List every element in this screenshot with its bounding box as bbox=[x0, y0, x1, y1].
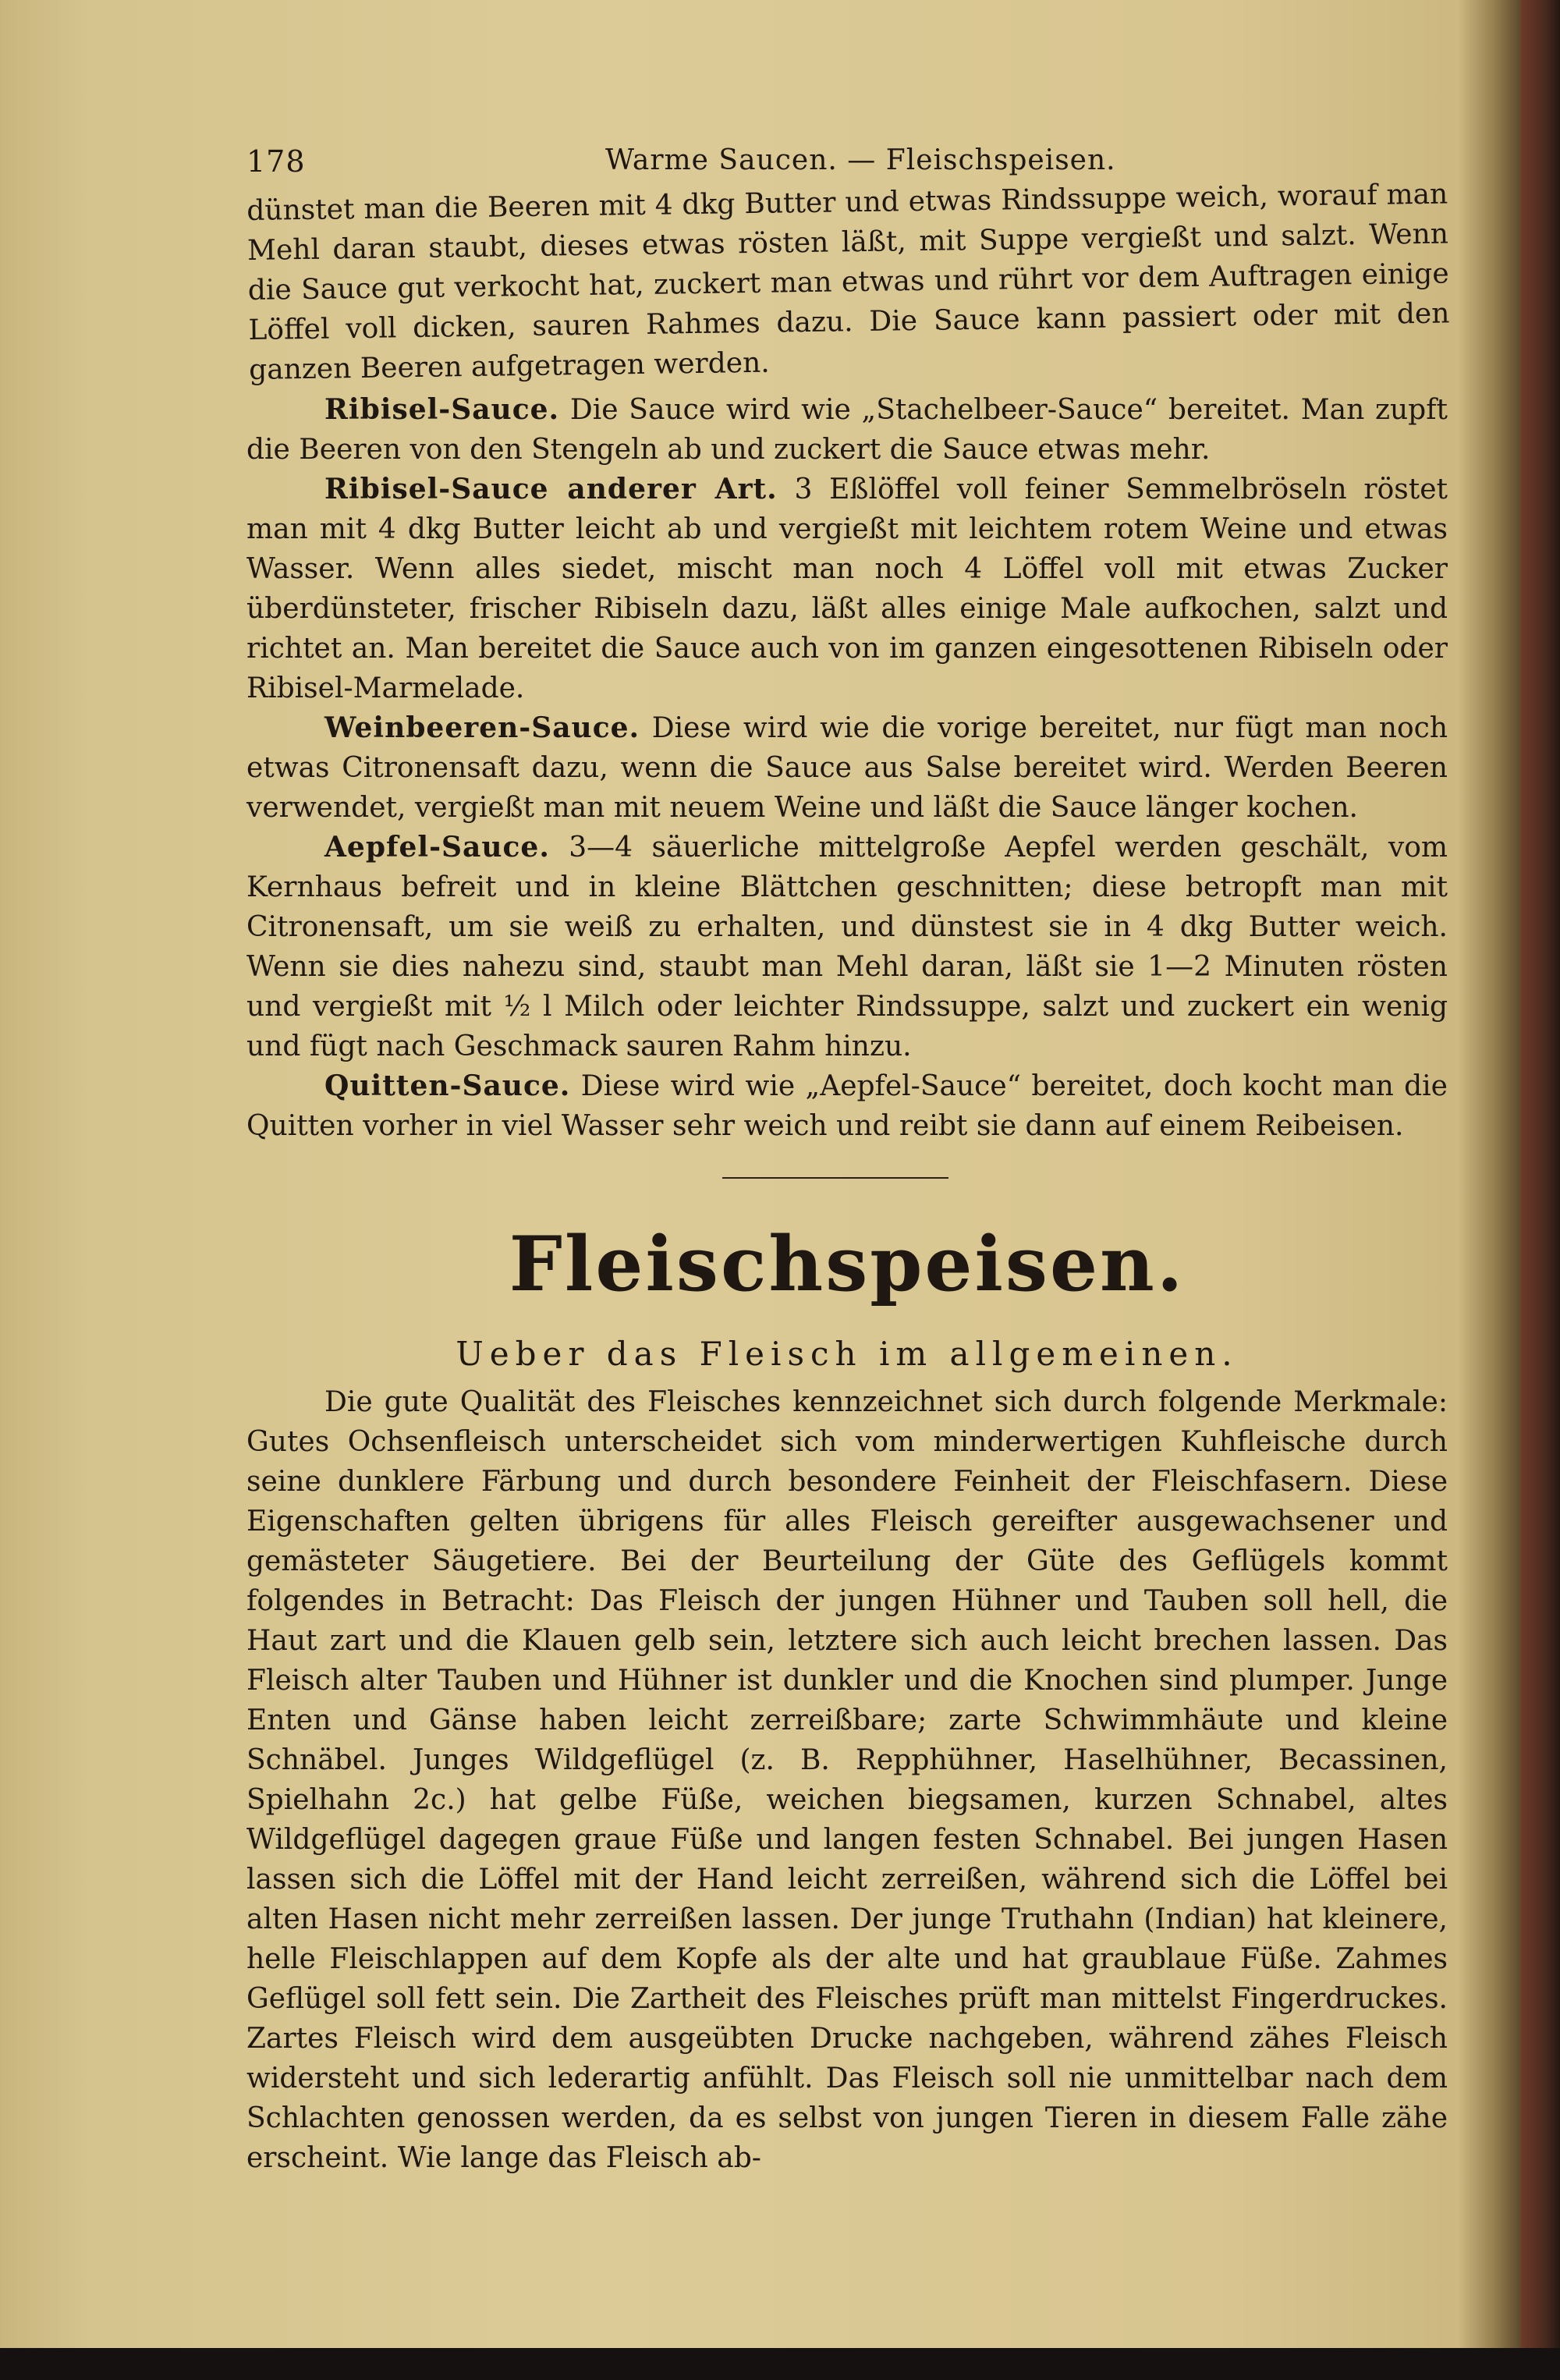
recipe-title: Ribisel-Sauce anderer Art. bbox=[324, 473, 778, 505]
paragraph-text: dünstet man die Beeren mit 4 dkg Butter und etwas Rindssuppe weich, worauf man Mehl daran staubt, dieses etwas rösten läßt, mit Suppe vergießt und salzt. Wenn die Sauce gut verkocht hat, zuckert man etwas und rührt vor dem Auftragen einige Löffel voll dicken, sauren Rahmes dazu. Die Sauce kann passiert oder mit den ganzen Beeren aufgetragen werden. bbox=[246, 178, 1450, 386]
recipe-ribisel-sauce-other bbox=[246, 470, 1448, 708]
recipe-aepfel-sauce bbox=[246, 828, 1448, 1066]
recipe-quitten-sauce bbox=[246, 1066, 1448, 1146]
recipe-text: Diese wird wie die vorige bereitet, nur fügt man noch etwas Citronensaft dazu, wenn die Sauce aus Salse bereitet wird. Werden Beeren verwendet, vergießt man mit neuem Weine und läßt die Sauce länger kochen. bbox=[246, 712, 1448, 824]
scan-background-bottom bbox=[0, 2348, 1560, 2380]
recipe-text: Die Sauce wird wie „Stachelbeer-Sauce“ bereitet. Man zupft die Beeren von den Stengeln ab und zuckert die Sauce etwas mehr. bbox=[246, 394, 1448, 466]
paragraph-text: Die gute Qualität des Fleisches kennzeichnet sich durch folgende Merkmale: Gutes Ochsenfleisch unterscheidet sich vom minderwertigen Kuhfleische durch seine dunklere Färbung und durch besondere Feinheit der Fleischfasern. Diese Eigenschaften gelten übrigens für alles Fleisch gereifter ausgewachsener und gemästeter Säugetiere. Bei der Beurteilung der Güte des Geflügels kommt folgendes in Betracht: Das Fleisch der jungen Hühner und Tauben soll hell, die Haut zart und die Klauen gelb sein, letztere sich auch leicht brechen lassen. Das Fleisch alter Tauben und Hühner ist dunkler und die Knochen sind plumper. Junge Enten und Gänse haben leicht zerreißbare; zarte Schwimmhäute und kleine Schnäbel. Junges Wildgeflügel (z. B. Repphühner, Haselhühner, Becassinen, Spielhahn 2c.) hat gelbe Füße, weichen biegsamen, kurzen Schnabel, altes Wildgeflügel dagegen graue Füße und langen festen Schnabel. Bei jungen Hasen lassen sich die Löffel mit der Hand leicht zerreißen, während sich die Löffel bei alten Hasen nicht mehr zerreißen lassen. Der junge Truthahn (Indian) hat kleinere, helle Fleischlappen auf dem Kopfe als der alte und hat graublaue Füße. Zahmes Geflügel soll fett sein. Die Zartheit des Fleisches prüft man mittelst Fingerdruckes. Zartes Fleisch wird dem ausgeübten Drucke nachgeben, während zähes Fleisch widersteht und sich lederartig anfühlt. Das Fleisch soll nie unmittelbar nach dem Schlachten genossen werden, da es selbst von jungen Tieren in diesem Falle zähe erscheint. Wie lange das Fleisch ab- bbox=[246, 1386, 1448, 2174]
recipe-text: Diese wird wie „Aepfel-Sauce“ bereitet, doch kocht man die Quitten vorher in viel Wasser sehr weich und reibt sie dann auf einem Reibeisen. bbox=[246, 1070, 1448, 1142]
sauce-continuation-paragraph bbox=[246, 174, 1450, 389]
page-number: 178 bbox=[246, 144, 306, 179]
page-gutter-shadow bbox=[1459, 0, 1521, 2348]
recipe-title: Quitten-Sauce. bbox=[324, 1069, 571, 1102]
recipe-text: 3—4 säuerliche mittelgroße Aepfel werden geschält, vom Kernhaus befreit und in kleine Blättchen geschnitten; diese betropft man mit Citronensaft, um sie weiß zu erhalten, und dünstest sie in 4 dkg Butter weich. Wenn sie dies nahezu sind, staubt man Mehl daran, läßt sie 1—2 Minuten rösten und vergießt mit ½ l Milch oder leichter Rindssuppe, salzt und zuckert ein wenig und fügt nach Geschmack sauren Rahm hinzu. bbox=[246, 832, 1448, 1062]
section-subtitle: Ueber das Fleisch im allgemeinen. bbox=[456, 1335, 1239, 1373]
recipe-title: Aepfel-Sauce. bbox=[324, 831, 550, 864]
book-edge bbox=[1521, 0, 1560, 2380]
page-content bbox=[246, 144, 1448, 2178]
section-title: Fleischspeisen. bbox=[509, 1220, 1186, 1308]
recipe-title: Weinbeeren-Sauce. bbox=[324, 711, 640, 744]
recipe-ribisel-sauce bbox=[246, 390, 1448, 470]
section-divider bbox=[722, 1177, 948, 1179]
recipe-weinbeeren-sauce bbox=[246, 708, 1448, 828]
section-body-paragraph bbox=[246, 1382, 1448, 2178]
recipe-title: Ribisel-Sauce. bbox=[324, 393, 560, 426]
recipe-text: 3 Eßlöffel voll feiner Semmelbröseln röstet man mit 4 dkg Butter leicht ab und vergießt mit leichtem rotem Weine und etwas Wasser. Wenn alles siedet, mischt man noch 4 Löffel voll mit etwas Zucker überdünsteter, frischer Ribiseln dazu, läßt alles einige Male aufkochen, salzt und richtet an. Man bereitet die Sauce auch von im ganzen eingesottenen Ribiseln oder Ribisel-Marmelade. bbox=[246, 474, 1448, 704]
running-title: Warme Saucen. — Fleischspeisen. bbox=[605, 144, 1116, 176]
